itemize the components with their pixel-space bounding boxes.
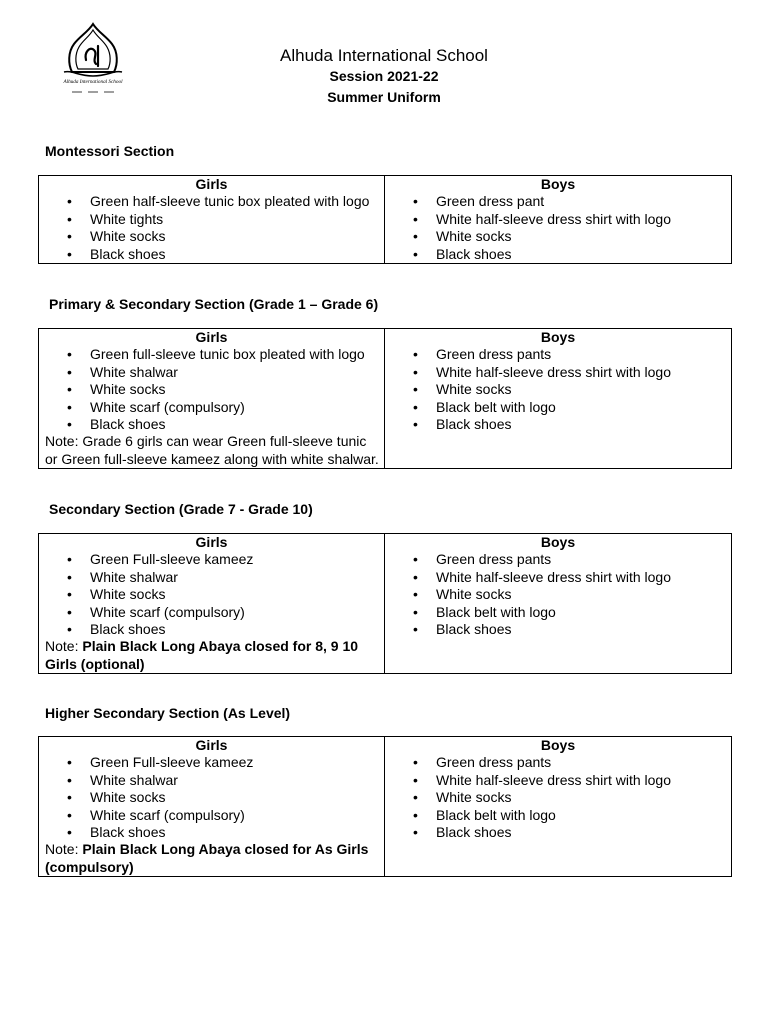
boys-list <box>391 346 731 433</box>
girls-list <box>45 551 384 638</box>
list-item: • Black shoes <box>45 824 384 841</box>
list-item: • Green Full-sleeve kameez <box>45 754 384 771</box>
list-item: • White half-sleeve dress shirt with logo <box>391 211 731 228</box>
note-text: Plain Black Long Abaya closed for 8, 9 10 Girls (optional) <box>45 638 359 672</box>
list-item: • White socks <box>391 586 731 603</box>
boys-heading: Boys <box>540 176 576 192</box>
list-item: • Green full-sleeve tunic box pleated with logo <box>45 346 384 363</box>
boys-list <box>391 551 731 638</box>
list-item: • Green dress pants <box>391 346 731 363</box>
boys-list <box>391 754 731 841</box>
list-item: • Black shoes <box>391 621 731 638</box>
boys-list <box>391 193 731 263</box>
list-item: • White half-sleeve dress shirt with logo <box>391 364 731 381</box>
girls-heading: Girls <box>195 329 228 345</box>
list-item: • Black belt with logo <box>391 399 731 416</box>
school-name: Alhuda International School <box>280 46 488 65</box>
list-item: • Black shoes <box>45 246 384 263</box>
girls-note <box>45 638 384 673</box>
girls-list <box>45 193 384 263</box>
section-title-montessori: Montessori Section <box>45 143 175 159</box>
list-item: • White tights <box>45 211 384 228</box>
list-item: • White shalwar <box>45 364 384 381</box>
list-item: • Black shoes <box>45 621 384 638</box>
note-text: Plain Black Long Abaya closed for As Girls (compulsory) <box>45 841 369 875</box>
list-item: • White socks <box>391 789 731 806</box>
note-prefix: Note: <box>45 841 83 858</box>
boys-heading: Boys <box>540 737 576 753</box>
list-item: • White socks <box>45 586 384 603</box>
boys-cell <box>385 737 732 877</box>
boys-cell <box>385 176 732 264</box>
list-item: • Green dress pant <box>391 193 731 210</box>
girls-note: Note: Grade 6 girls can wear Green full-sleeve tunic or Green full-sleeve kameez along with white shalwar. <box>45 433 379 467</box>
section-title-primary: Primary & Secondary Section (Grade 1 – Grade 6) <box>49 296 379 312</box>
list-item: • White half-sleeve dress shirt with logo <box>391 772 731 789</box>
list-item: • Black belt with logo <box>391 604 731 621</box>
section-title-secondary: Secondary Section (Grade 7 - Grade 10) <box>49 501 313 517</box>
girls-cell <box>39 534 385 674</box>
list-item: • Black shoes <box>391 824 731 841</box>
girls-heading: Girls <box>195 534 228 550</box>
uniform-title: Summer Uniform <box>327 89 441 105</box>
girls-list <box>45 346 384 433</box>
list-item: • White half-sleeve dress shirt with logo <box>391 569 731 586</box>
list-item: • White socks <box>391 228 731 245</box>
girls-list <box>45 754 384 841</box>
girls-cell <box>39 737 385 877</box>
list-item: • Green Full-sleeve kameez <box>45 551 384 568</box>
list-item: • White socks <box>391 381 731 398</box>
note-prefix: Note: <box>45 638 83 655</box>
list-item: • White scarf (compulsory) <box>45 399 384 416</box>
uniform-table-higher-secondary <box>38 736 732 877</box>
boys-cell <box>385 534 732 674</box>
list-item: • White shalwar <box>45 772 384 789</box>
boys-cell <box>385 329 732 469</box>
logo-text: Alhuda International School <box>63 79 123 85</box>
list-item: • White scarf (compulsory) <box>45 807 384 824</box>
girls-heading: Girls <box>195 737 228 753</box>
uniform-table-montessori <box>38 175 732 264</box>
list-item: • Black shoes <box>391 246 731 263</box>
list-item: • Green dress pants <box>391 754 731 771</box>
list-item: • Black shoes <box>391 416 731 433</box>
list-item: • White shalwar <box>45 569 384 586</box>
list-item: • Green dress pants <box>391 551 731 568</box>
boys-heading: Boys <box>540 329 576 345</box>
list-item: • White scarf (compulsory) <box>45 604 384 621</box>
girls-cell <box>39 329 385 469</box>
section-title-higher-secondary: Higher Secondary Section (As Level) <box>45 705 291 721</box>
girls-note <box>45 841 384 876</box>
list-item: • Green half-sleeve tunic box pleated with logo <box>45 193 384 210</box>
girls-cell <box>39 176 385 264</box>
list-item: • Black belt with logo <box>391 807 731 824</box>
list-item: • White socks <box>45 381 384 398</box>
session-title: Session 2021-22 <box>329 68 439 84</box>
uniform-table-secondary <box>38 533 732 674</box>
list-item: • White socks <box>45 789 384 806</box>
boys-heading: Boys <box>540 534 576 550</box>
uniform-table-primary <box>38 328 732 469</box>
list-item: • Black shoes <box>45 416 384 433</box>
girls-heading: Girls <box>195 176 228 192</box>
list-item: • White socks <box>45 228 384 245</box>
